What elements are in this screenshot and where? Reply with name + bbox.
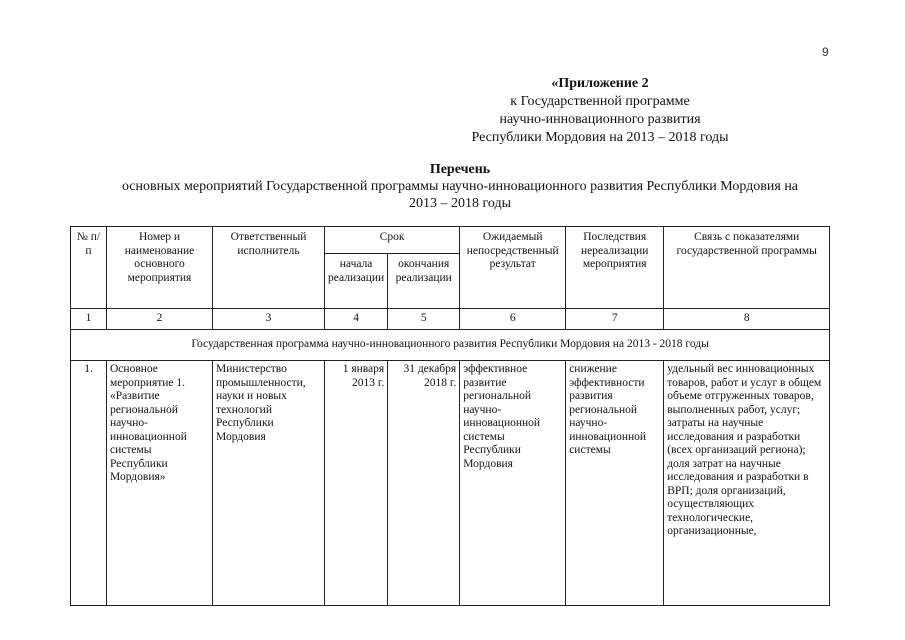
appendix-line-3: Республики Мордовия на 2013 – 2018 годы — [471, 130, 729, 145]
row-name: Основное мероприятие 1. «Развитие региональной научно-инновационной системы Республики Мордовия» — [107, 361, 213, 606]
header-link: Связь с показателями государственной программы — [664, 227, 830, 309]
col-number: 8 — [664, 309, 830, 330]
title-line-2: 2013 – 2018 годы — [408, 196, 512, 211]
header-executor: Ответственный исполнитель — [213, 227, 325, 309]
row-result: эффективное развитие региональной научно-инновационной системы Республики Мордовия — [460, 361, 566, 606]
header-name: Номер и наименование основного мероприятия — [107, 227, 213, 309]
title-heading: Перечень — [429, 162, 491, 177]
header-start: начала реализации — [325, 254, 388, 309]
title-line-1: основных мероприятий Государственной программы научно-инновационного развития Республики Мордовия на — [121, 179, 799, 194]
page-number: 9 — [822, 45, 829, 59]
col-number: 3 — [213, 309, 325, 330]
row-num: 1. — [71, 361, 107, 606]
table-row — [71, 361, 830, 606]
row-start: 1 января 2013 г. — [325, 361, 388, 606]
row-end: 31 декабря 2018 г. — [388, 361, 460, 606]
appendix-line-1: к Государственной программе — [510, 94, 690, 109]
row-link: удельный вес инновационных товаров, работ и услуг в общем объеме отгруженных товаров, выполненных работ, услуг; затраты на научные исследования и разработки (всех организаций региона); доля затрат на научные исследования и разработки в ВРП; доля организаций, осуществляющих технологические, организационные, — [664, 361, 830, 606]
appendix-title: «Приложение 2 — [551, 76, 649, 91]
header-result: Ожидаемый непосредственный результат — [460, 227, 566, 309]
document-title — [70, 161, 850, 212]
header-end: окончания реализации — [388, 254, 460, 309]
col-number: 7 — [566, 309, 664, 330]
col-number: 1 — [71, 309, 107, 330]
row-consequences: снижение эффективности развития региональной научно-инновационной системы — [566, 361, 664, 606]
appendix-header — [420, 75, 780, 147]
header-num: № п/п — [71, 227, 107, 309]
col-number: 2 — [107, 309, 213, 330]
header-term: Срок — [325, 227, 460, 254]
header-consequences: Последствия нереализации мероприятия — [566, 227, 664, 309]
section-row: Государственная программа научно-инновационного развития Республики Мордовия на 2013 - 2018 годы — [71, 330, 830, 361]
column-numbers-row — [71, 309, 830, 330]
col-number: 5 — [388, 309, 460, 330]
appendix-line-2: научно-инновационного развития — [499, 112, 701, 127]
row-executor: Министерство промышленности, науки и новых технологий Республики Мордовия — [213, 361, 325, 606]
col-number: 4 — [325, 309, 388, 330]
measures-table — [70, 226, 830, 606]
col-number: 6 — [460, 309, 566, 330]
